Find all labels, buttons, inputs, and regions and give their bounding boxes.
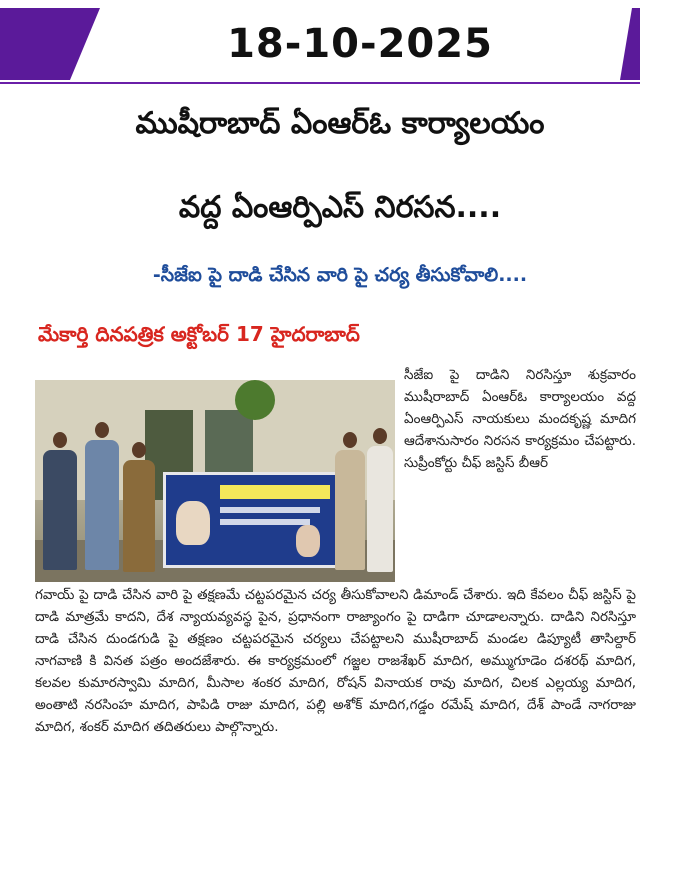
subheadline: -సీజేఐ పై దాడి చేసిన వారి పై చర్య తీసుకోవాలి.... bbox=[152, 264, 528, 286]
photo-person bbox=[123, 460, 155, 572]
banner-portrait bbox=[296, 525, 320, 557]
article-dateline: మేకార్తి దినపత్రిక అక్టోబర్ 17 హైదరాబాద్ bbox=[38, 322, 360, 346]
photo-person bbox=[43, 450, 77, 570]
photo-person bbox=[335, 450, 365, 570]
photo-person bbox=[367, 446, 393, 572]
banner-accent-right bbox=[620, 8, 640, 80]
photo-person-head bbox=[132, 442, 146, 458]
article-body-column: సీజేఐ పై దాడిని నిరసిస్తూ శుక్రవారం ముషీరాబాద్ ఏంఆర్ఓ కార్యాలయం వద్ద ఏంఆర్పిఎస్ నాయకులు మందకృష్ణ మాదిగ ఆదేశానుసారం నిరసన కార్యక్రమం చేపట్టారు. సుప్రీంకోర్టు చీఫ్ జస్టిస్ బీఆర్ bbox=[404, 367, 636, 471]
headline-line-2: వద్ద ఏంఆర్పిఎస్ నిరసన.... bbox=[178, 190, 502, 225]
photo-person-head bbox=[373, 428, 387, 444]
photo-person-head bbox=[95, 422, 109, 438]
photo-person-head bbox=[343, 432, 357, 448]
article-body: గవాయ్ పై దాడి చేసిన వారి పై తక్షణమే చట్టపరమైన చర్య తీసుకోవాలని డిమాండ్ చేశారు. ఇది కేవలం చీఫ్ జస్టిస్ పై దాడి మాత్రమే కాదని, దేశ న్యాయవ్యవస్థ పైన, ప్రధానంగా రాజ్యాంగం పై దాడిగా చూడాలన్నారు. దాడిని నిరసిస్తూ దాడి చేసిన దుండగుడి పై తక్షణం చట్టపరమైన చర్యలు చేపట్టాలని ముషీరాబాద్ మండల డిప్యూటీ తాసిల్దార్ నాగవాణి కి వినత పత్రం అందజేశారు. ఈ కార్యక్రమంలో గజ్జల రాజశేఖర్ మాదిగ, అమ్ముగూడెం దశరథ్ మాదిగ, కలవల కుమారస్వామి మాదిగ, మీసాల శంకర మాదిగ, రోషన్ వినాయక రావు మాదిగ, చిలక ఎల్లయ్య మాదిగ, అంతాటి నరసింహ మాదిగ, పాపిడి రాజు మాదిగ, పల్లి అశోక్ మాదిగ,గడ్డం రమేష్ మాదిగ, దేశ్ పాండే నాగరాజు మాదిగ, శంకర్ మాదిగ తదితరులు పాల్గొన్నారు. bbox=[35, 587, 636, 735]
photo-protest-banner bbox=[163, 472, 341, 568]
banner-accent-left bbox=[0, 8, 100, 80]
date-banner bbox=[0, 8, 640, 84]
headline-line-1: ముషీరాబాద్ ఏంఆర్ఓ కార్యాలయం bbox=[135, 106, 545, 141]
protest-photo bbox=[35, 380, 395, 582]
photo-person-head bbox=[53, 432, 67, 448]
banner-text-line bbox=[220, 507, 320, 513]
banner-heading bbox=[220, 485, 330, 499]
publication-date: 18-10-2025 bbox=[227, 21, 493, 67]
banner-text-line bbox=[220, 519, 310, 525]
banner-portrait bbox=[176, 501, 210, 545]
photo-person bbox=[85, 440, 119, 570]
photo-tree bbox=[235, 380, 275, 420]
